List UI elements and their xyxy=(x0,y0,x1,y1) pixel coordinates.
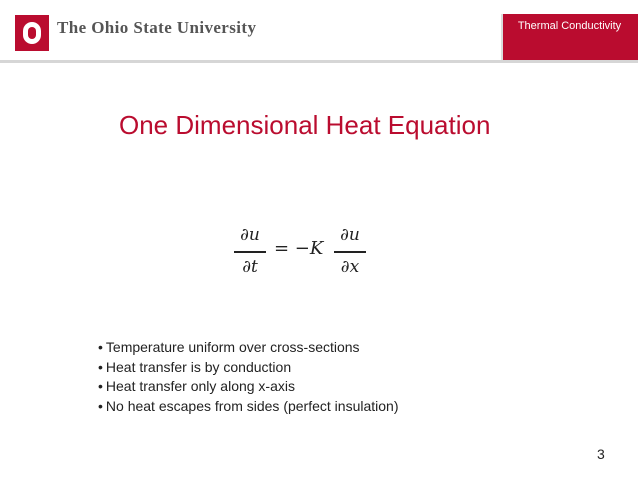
block-o-logo-icon xyxy=(15,15,49,51)
lhs-fraction-bar xyxy=(234,251,266,253)
page-number: 3 xyxy=(597,446,605,462)
rhs-denominator: ∂x xyxy=(340,257,360,277)
equation-middle: = −K xyxy=(274,238,324,259)
logo-o-center xyxy=(28,27,36,39)
logo-o-shape xyxy=(23,22,41,44)
slide-title: One Dimensional Heat Equation xyxy=(119,110,491,140)
bullet-item: • Temperature uniform over cross-sections xyxy=(98,338,399,358)
lhs-denominator: ∂t xyxy=(242,257,258,277)
bullet-item: • Heat transfer is by conduction xyxy=(98,358,399,378)
rhs-numerator: ∂u xyxy=(340,225,360,245)
lhs-numerator: ∂u xyxy=(240,225,260,245)
university-name: The Ohio State University xyxy=(57,18,257,37)
section-tag-label: Thermal Conductivity xyxy=(517,20,622,32)
bullet-item: • No heat escapes from sides (perfect insulation) xyxy=(98,397,399,417)
slide-header xyxy=(0,0,638,62)
bullet-list xyxy=(98,338,399,416)
bullet-item: • Heat transfer only along x-axis xyxy=(98,377,399,397)
header-divider xyxy=(0,60,638,63)
rhs-fraction-bar xyxy=(334,251,366,253)
section-tag xyxy=(503,14,638,61)
